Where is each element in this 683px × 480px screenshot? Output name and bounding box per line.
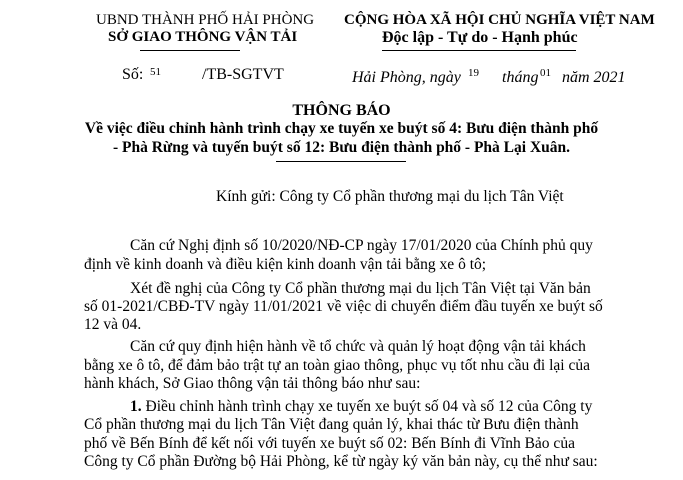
department-underline [140, 50, 240, 51]
paragraph-2-line-1: Xét đề nghị của Công ty Cổ phần thương mại du lịch Tân Việt tại Văn bản [130, 280, 591, 297]
paragraph-1-line-2: định về kinh doanh và điều kiện kinh doanh vận tải bằng xe ô tô; [84, 256, 487, 273]
national-motto: Độc lập - Tự do - Hạnh phúc [382, 29, 578, 46]
issuing-department: SỞ GIAO THÔNG VẬN TẢI [108, 29, 298, 45]
date-day: 19 [468, 67, 479, 79]
paragraph-3-line-2: bằng xe ô tô, để đảm bảo trật tự an toàn giao thông, phục vụ tốt nhu cầu đi lại của [84, 357, 590, 374]
paragraph-3-line-3: hành khách, Sở Giao thông vận tải thông báo như sau: [84, 375, 421, 392]
place-date-prefix: Hải Phòng, ngày [352, 69, 461, 86]
notice-subject-line-2: - Phà Rừng và tuyến buýt số 12: Bưu điện thành phố - Phà Lại Xuân. [112, 139, 571, 156]
paragraph-4-line-1-text: Điều chỉnh hành trình chạy xe tuyến xe buýt số 04 và số 12 của Công ty [141, 398, 593, 415]
notice-title: THÔNG BÁO [292, 102, 391, 119]
paragraph-2-line-2: số 01-2021/CBĐ-TV ngày 11/01/2021 về việc di chuyển điểm đầu tuyến xe buýt số [84, 298, 603, 315]
paragraph-1-line-1: Căn cứ Nghị định số 10/2020/NĐ-CP ngày 17/01/2020 của Chính phủ quy [130, 237, 593, 254]
issuing-authority: UBND THÀNH PHỐ HẢI PHÒNG [96, 12, 315, 28]
document-number-value: 51 [150, 66, 161, 78]
document-number-label: Số: [122, 66, 144, 83]
date-month: 01 [540, 67, 551, 79]
motto-underline [382, 50, 576, 51]
subject-underline [276, 161, 406, 162]
date-year: năm 2021 [562, 69, 626, 86]
date-month-label: tháng [502, 69, 539, 86]
paragraph-3-line-1: Căn cứ quy định hiện hành về tổ chức và quản lý hoạt động vận tải khách [130, 338, 586, 355]
paragraph-2-line-3: 12 và 04. [84, 316, 142, 333]
document-number-suffix: /TB-SGTVT [202, 66, 284, 83]
recipient-line: Kính gửi: Công ty Cổ phần thương mại du lịch Tân Việt [216, 188, 564, 205]
paragraph-4-line-4: Công ty Cổ phần Đường bộ Hải Phòng, kể từ ngày ký văn bản này, cụ thể như sau: [84, 453, 598, 470]
paragraph-4-line-3: phố về Bến Bính để kết nối với tuyến xe buýt số 02: Bến Bính đi Vĩnh Bảo của [84, 435, 575, 452]
paragraph-4-line-2: Cổ phần thương mại du lịch Tân Việt đang quản lý, khai thác từ Bưu điện thành [84, 416, 579, 433]
notice-subject-line-1: Về việc điều chỉnh hành trình chạy xe tuyến xe buýt số 4: Bưu điện thành phố [84, 120, 599, 137]
paragraph-4-number: 1. [130, 398, 142, 415]
paragraph-4-line-1 [130, 398, 592, 416]
national-title: CỘNG HÒA XÃ HỘI CHỦ NGHĨA VIỆT NAM [344, 12, 655, 28]
